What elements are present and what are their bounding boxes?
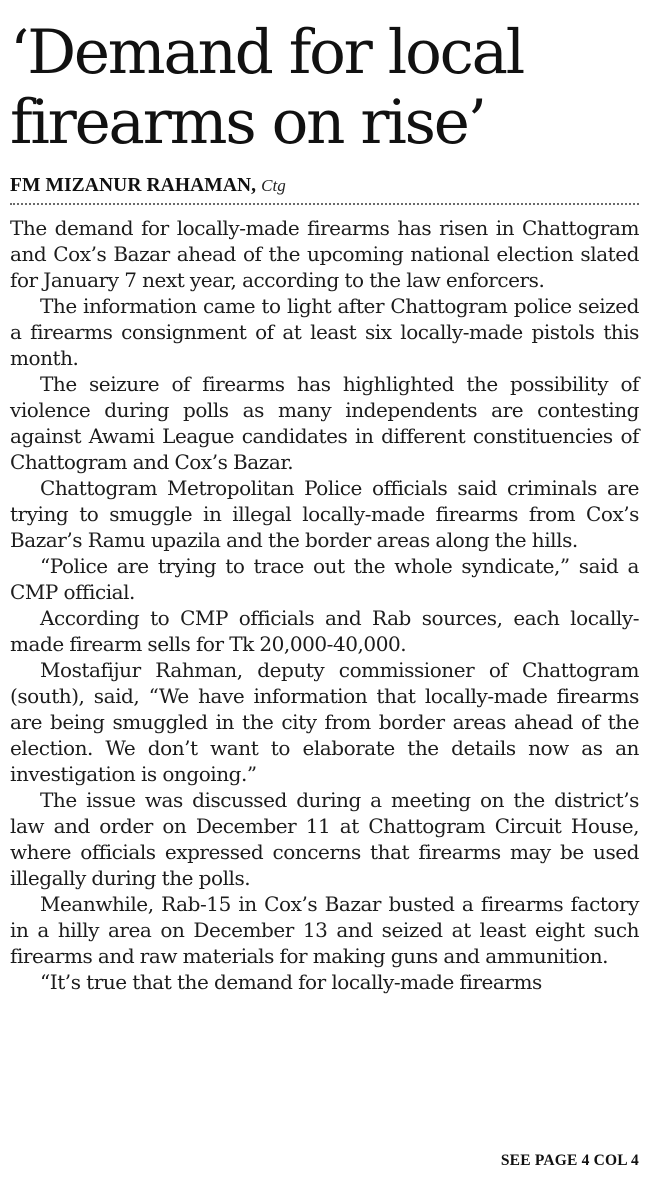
paragraph: Chattogram Metropolitan Police officials said criminals are trying to smuggle in illegal locally-made firearms from Cox’s Bazar’s Ramu upazila and the border areas along the hills.: [10, 476, 639, 552]
paragraph: “It’s true that the demand for locally-made firearms: [40, 970, 542, 994]
headline-line-1: ‘Demand for local: [10, 17, 524, 88]
paragraph: According to CMP officials and Rab sources, each locally-made firearm sells for Tk 20,000-40,000.: [10, 606, 639, 656]
paragraph: “Police are trying to trace out the whole syndicate,” said a CMP official.: [10, 554, 639, 604]
article-body: [10, 215, 639, 995]
paragraph: Mostafijur Rahman, deputy commissioner of Chattogram (south), said, “We have information that locally-made firearms are being smuggled in the city from border areas ahead of the election. We don’t want to elaborate the details now as an investigation is ongoing.”: [10, 658, 639, 786]
paragraph: The seizure of firearms has highlighted the possibility of violence during polls as many independents are contesting against Awami League candidates in different constituencies of Chattogram and Cox’s Bazar.: [10, 372, 639, 474]
article: [10, 17, 639, 1169]
headline: [10, 18, 639, 158]
byline: [10, 175, 639, 195]
byline-author: FM MIZANUR RAHAMAN,: [10, 175, 257, 196]
dotted-divider: [10, 203, 639, 205]
continuation-line: SEE PAGE 4 COL 4: [500, 1152, 639, 1169]
paragraph: Meanwhile, Rab-15 in Cox’s Bazar busted a firearms factory in a hilly area on December 13 and seized at least eight such firearms and raw materials for making guns and ammunition.: [10, 892, 639, 968]
byline-location: Ctg: [261, 176, 286, 195]
paragraph: The issue was discussed during a meeting on the district’s law and order on December 11 at Chattogram Circuit House, where officials expressed concerns that firearms may be used illegally during the polls.: [10, 788, 639, 890]
paragraph: The demand for locally-made firearms has risen in Chattogram and Cox’s Bazar ahead of the upcoming national election slated for January 7 next year, according to the law enforcers.: [10, 216, 639, 292]
paragraph: The information came to light after Chattogram police seized a firearms consignment of at least six locally-made pistols this month.: [10, 294, 639, 370]
headline-line-2: firearms on rise’: [10, 87, 485, 158]
